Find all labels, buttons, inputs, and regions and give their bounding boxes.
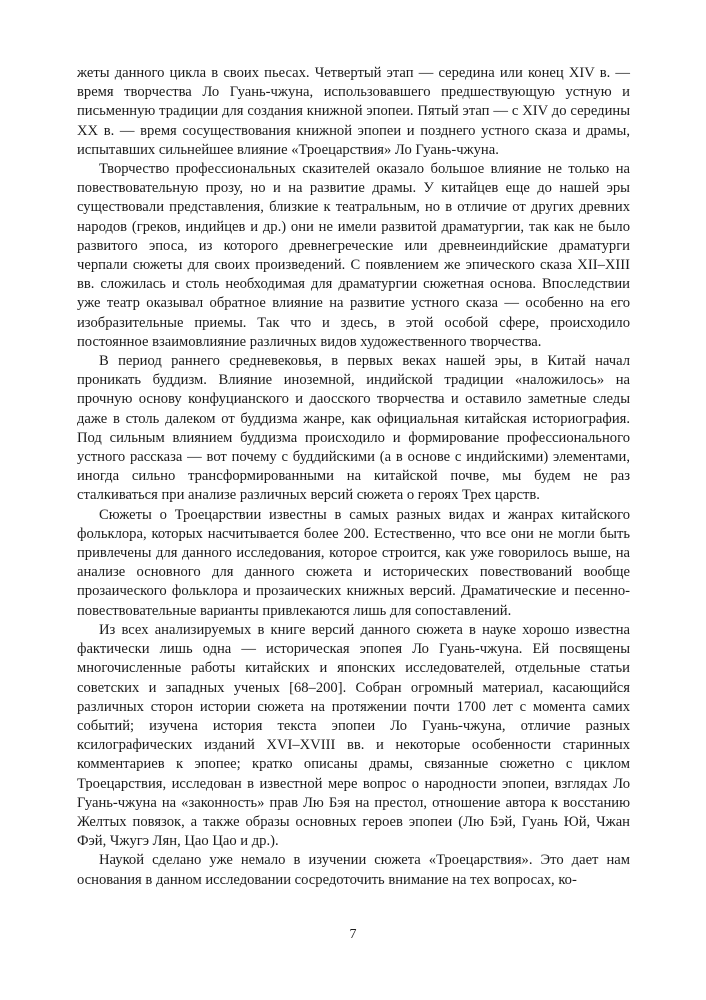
paragraph-6: Наукой сделано уже немало в изучении сюжета «Троецарствия». Это дает нам основания в данном исследовании сосредоточить внимание на тех вопросах, ко- (77, 852, 630, 888)
paragraph-2: Творчество профессиональных сказителей оказало большое влияние не только на повествовательную прозу, но и на развитие драмы. У китайцев еще до нашей эры существовали представления, близкие к театральным, но в отличие от других древних народов (греков, индийцев и др.) они не имели развитой драматургии, так как не было развитого эпоса, из которого древнегреческие или древнеиндийские драматурги черпали сюжеты для своих произведений. С появлением же эпического сказа XII–XIII вв. сложилась и столь необходимая для драматургии сюжетная основа. Впоследствии уже театр оказывал обратное влияние на развитие устного сказа — особенно на его изобразительные приемы. Так что и здесь, в этой особой сфере, происходило постоянное взаимовлияние различных видов художественного творчества. (77, 161, 630, 350)
paragraph-5: Из всех анализируемых в книге версий данного сюжета в науке хорошо известна фактически лишь одна — историческая эпопея Ло Гуань-чжуна. Ей посвящены многочисленные работы китайских и японских исследователей, отдельные статьи советских и западных ученых [68–200]. Собран огромный материал, касающийся различных сторон истории сюжета на протяжении почти 1700 лет с момента самих событий; изучена история текста эпопеи Ло Гуань-чжуна, отличие разных ксилографических изданий XVI–XVIII вв. и некоторые особенности старинных комментариев к эпопее; кратко описаны драмы, связанные сюжетно с циклом Троецарствия, исследован в известной мере вопрос о народности эпопеи, взглядах Ло Гуань-чжуна на «законность» прав Лю Бэя на престол, отношение автора к восстанию Желтых повязок, а также образы основных героев эпопеи (Лю Бэй, Гуань Юй, Чжан Фэй, Чжугэ Лян, Цао Цао и др.). (77, 621, 630, 850)
page-body (77, 64, 630, 890)
paragraph-4: Сюжеты о Троецарствии известны в самых разных видах и жанрах китайского фольклора, которых насчитывается более 200. Естественно, что все они не могли быть привлечены для данного исследования, которое строится, как уже говорилось выше, на анализе основного для данного сюжета и исторических повествований вообще прозаического фольклора и прозаических книжных версий. Драматические и песенно-повествовательные варианты привлекаются лишь для сопоставлений. (77, 506, 630, 619)
paragraph-1: жеты данного цикла в своих пьесах. Четвертый этап — середина или конец XIV в. — время творчества Ло Гуань-чжуна, использовавшего предшествующую устную и письменную традиции для создания книжной эпопеи. Пятый этап — с XIV до середины XX в. — время сосуществования книжной эпопеи и позднего устного сказа и драмы, испытавших сильнейшее влияние «Троецарствия» Ло Гуань-чжуна. (77, 65, 630, 158)
page-number: 7 (349, 927, 357, 942)
paragraph-3: В период раннего средневековья, в первых веках нашей эры, в Китай начал проникать буддизм. Влияние иноземной, индийской традиции «наложилось» на прочную основу конфуцианского и даосского творчества и оставило заметные следы даже в столь далеком от буддизма жанре, как официальная китайская историография. Под сильным влиянием буддизма происходило и формирование профессионального устного рассказа — вот почему с буддийскими (а в основе с индийскими) элементами, иногда сильно трансформированными на китайской почве, мы будем не раз сталкиваться при анализе различных версий сюжета о героях Трех царств. (77, 353, 630, 504)
